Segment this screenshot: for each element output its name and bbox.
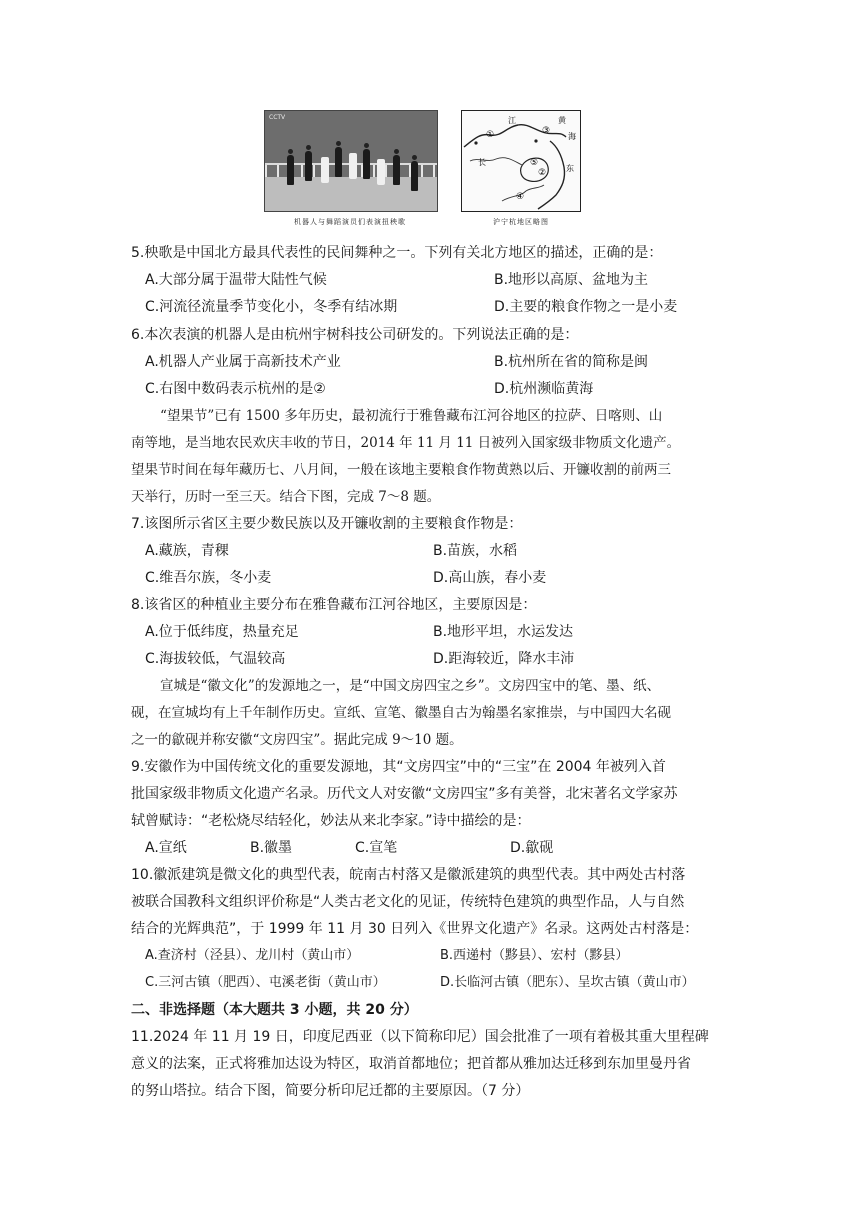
map-label-jiang: 江 [508, 116, 516, 125]
q10-stem-line-1: 10.徽派建筑是微文化的典型代表，皖南古村落又是徽派建筑的典型代表。其中两处古村落 [131, 867, 686, 883]
map-label-yangtze: 长 [478, 158, 486, 167]
map-figure [461, 110, 581, 227]
passage1-line-1: “望果节”已有 1500 多年历史，最初流行于雅鲁藏布江河谷地区的拉萨、日喀则、山 [160, 408, 663, 424]
dancer-figure [411, 161, 418, 191]
passage1-line-3: 望果节时间在每年藏历七、八月间，一般在该地主要粮食作物黄熟以后、开镰收割的前两三 [131, 462, 671, 478]
city-dot [534, 139, 537, 142]
q6-option-d: D.杭州濒临黄海 [494, 381, 594, 397]
photo-caption: 机器人与舞蹈演员们表演扭秧歌 [294, 218, 406, 226]
q9-stem-line-3: 轼曾赋诗：“老松烧尽结轻化，妙法从来北李家。”诗中描绘的是： [131, 813, 531, 829]
dancer-figure [305, 151, 312, 181]
map-marker-1: ① [486, 130, 495, 140]
q7-option-d: D.高山族，春小麦 [433, 570, 547, 586]
q11-stem-line-2: 意义的法案，正式将雅加达设为特区，取消首都地位；把首都从雅加达迁移到东加里曼丹省 [131, 1056, 691, 1072]
passage2-line-1: 宣城是“徽文化”的发源地之一，是“中国文房四宝之乡”。文房四宝中的笔、墨、纸、 [160, 678, 661, 694]
q10-stem-line-2: 被联合国教科文组织评价称是“人类古老文化的见证，传统特色建筑的典型作品，人与自然 [131, 894, 685, 910]
map-marker-4: ④ [516, 192, 525, 202]
map-label-east: 东 [566, 164, 574, 173]
map-label-huang: 黄 [558, 116, 566, 125]
q7-option-b: B.苗族，水稻 [433, 543, 518, 559]
q10-option-b: B.西递村（黟县）、宏村（黟县） [440, 948, 629, 963]
robot-figure [321, 157, 329, 183]
q7-stem: 7.该图所示省区主要少数民族以及开镰收割的主要粮食作物是： [131, 516, 523, 532]
q11-stem-line-3: 的努山塔拉。结合下图，简要分析印尼迁都的主要原因。（7 分） [131, 1083, 530, 1099]
passage1-line-2: 南等地，是当地农民欢庆丰收的节日，2014 年 11 月 11 日被列入国家级非物质文化遗产。 [131, 435, 681, 451]
q10-option-d: D.长临河古镇（肥东）、呈坎古镇（黄山市） [440, 975, 695, 990]
q8-stem: 8.该省区的种植业主要分布在雅鲁藏布江河谷地区，主要原因是： [131, 597, 537, 613]
q10-option-c: C.三河古镇（肥西）、屯溪老街（黄山市） [145, 975, 386, 990]
city-dot [474, 141, 477, 144]
robot-figure [377, 159, 385, 185]
passage2-line-3: 之一的歙砚并称安徽“文房四宝”。据此完成 9～10 题。 [131, 732, 463, 748]
q9-option-c: C.宣笔 [355, 840, 398, 856]
section-2-heading: 二、非选择题（本大题共 3 小题，共 20 分） [131, 1002, 418, 1018]
q9-option-b: B.徽墨 [250, 840, 293, 856]
dancer-figure [363, 149, 370, 179]
q9-option-a: A.宣纸 [145, 840, 187, 856]
map-drawing [462, 111, 580, 211]
q8-option-c: C.海拔较低，气温较高 [145, 651, 286, 667]
q7-option-a: A.藏族，青稞 [145, 543, 229, 559]
q10-option-a: A.查济村（泾县）、龙川村（黄山市） [145, 948, 360, 963]
q9-option-d: D.歙砚 [510, 840, 554, 856]
map-marker-3: ③ [542, 126, 551, 136]
dancer-figure [287, 155, 294, 185]
dancer-figure [393, 155, 400, 185]
q8-option-a: A.位于低纬度，热量充足 [145, 624, 299, 640]
q5-option-b: B.地形以高原、盆地为主 [494, 272, 649, 288]
map-marker-5: ⑤ [530, 158, 539, 168]
q10-stem-line-3: 结合的光辉典范”，于 1999 年 11 月 30 日列入《世界文化遗产》名录。这两处古村落是： [131, 921, 699, 937]
q5-option-d: D.主要的粮食作物之一是小麦 [494, 299, 678, 315]
q6-option-a: A.机器人产业属于高新技术产业 [145, 354, 341, 370]
q5-option-c: C.河流径流量季节变化小，冬季有结冰期 [145, 299, 398, 315]
q8-option-b: B.地形平坦，水运发达 [433, 624, 574, 640]
robot-figure [349, 153, 357, 179]
q9-stem-line-1: 9.安徽作为中国传统文化的重要发源地，其“文房四宝”中的“三宝”在 2004 年被列入首 [131, 759, 666, 775]
q5-stem: 5.秧歌是中国北方最具代表性的民间舞种之一。下列有关北方地区的描述，正确的是： [131, 245, 663, 261]
q7-option-c: C.维吾尔族，冬小麦 [145, 570, 272, 586]
dance-photo-figure [264, 110, 436, 227]
dancer-figure [335, 147, 342, 177]
robot-dance-photo [264, 110, 438, 212]
map-label-sea: 海 [568, 132, 576, 141]
passage2-line-2: 砚，在宣城均有上千年制作历史。宣纸、宣笔、徽墨自古为翰墨名家推崇，与中国四大名砚 [131, 705, 671, 721]
q5-option-a: A.大部分属于温带大陆性气候 [145, 272, 327, 288]
q11-stem-line-1: 11.2024 年 11 月 19 日，印度尼西亚（以下简称印尼）国会批准了一项有着极其重大里程碑 [131, 1029, 709, 1045]
map-marker-2: ② [538, 168, 547, 178]
q6-option-c: C.右图中数码表示杭州的是② [145, 381, 326, 397]
q8-option-d: D.距海较近，降水丰沛 [433, 651, 575, 667]
q6-stem: 6.本次表演的机器人是由杭州宇树科技公司研发的。下列说法正确的是： [131, 327, 579, 343]
q9-stem-line-2: 批国家级非物质文化遗产名录。历代文人对安徽“文房四宝”多有美誉，北宋著名文学家苏 [131, 786, 678, 802]
q6-option-b: B.杭州所在省的简称是闽 [494, 354, 649, 370]
passage1-line-4: 天举行，历时一至三天。结合下图，完成 7～8 题。 [131, 489, 441, 505]
map-caption: 沪宁杭地区略图 [493, 218, 549, 226]
yangtze-river [464, 125, 566, 147]
shanghai-nanjing-hangzhou-map [461, 110, 581, 212]
tv-watermark: CCTV [269, 114, 286, 121]
